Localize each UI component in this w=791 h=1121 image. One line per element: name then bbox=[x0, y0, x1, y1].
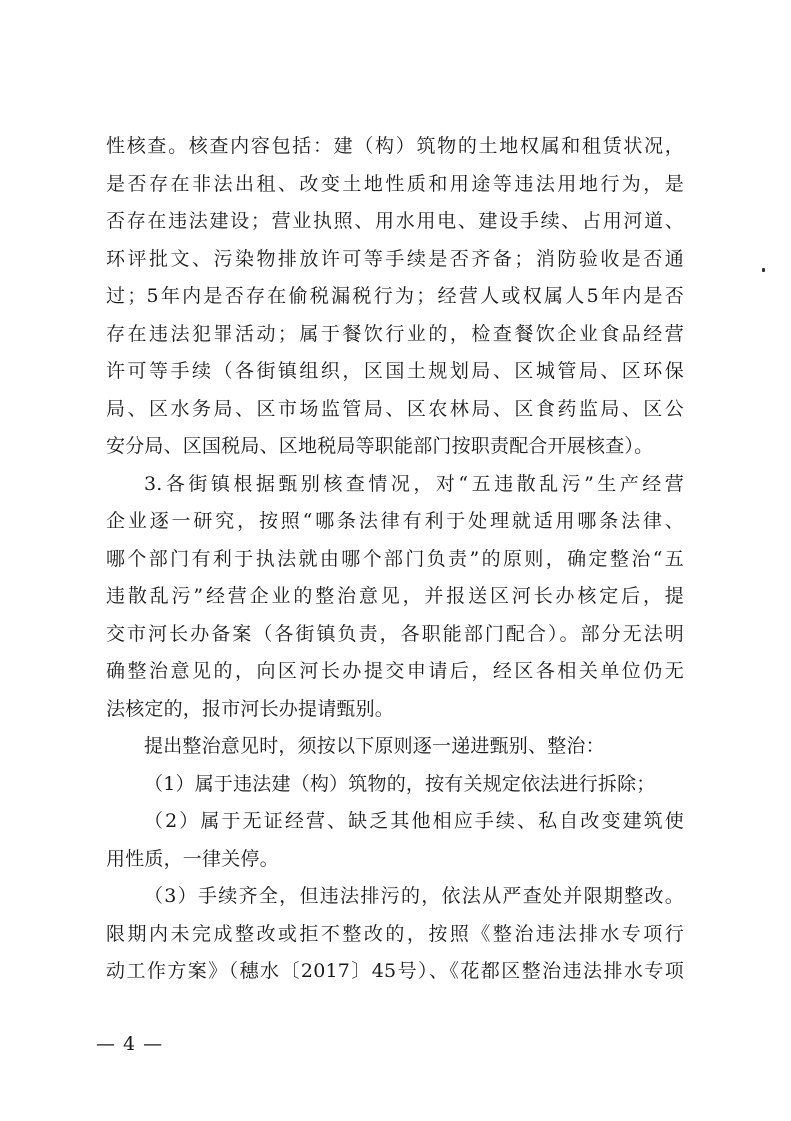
text-line: 是否存在非法出租、改变土地性质和用途等违法用地行为，是 bbox=[106, 172, 684, 195]
text-line: 许可等手续（各街镇组织，区国土规划局、区城管局、区环保 bbox=[106, 360, 684, 382]
text-line: 过；5年内是否存在偷税漏税行为；经营人或权属人5年内是否 bbox=[106, 285, 684, 307]
text-line: 企业逐一研究，按照“哪条法律有利于处理就适用哪条法律、 bbox=[106, 510, 684, 532]
list-item-line: （2）属于无证经营、缺乏其他相应手续、私自改变建筑使 bbox=[144, 810, 684, 832]
page-number: — 4 — bbox=[96, 1033, 164, 1055]
paragraph-start-line: 提出整治意见时，须按以下原则逐一递进甄别、整治： bbox=[144, 735, 605, 757]
text-line: 交市河长办备案（各街镇负责，各职能部门配合）。部分无法明 bbox=[106, 622, 684, 645]
text-line: 否存在违法建设；营业执照、用水用电、建设手续、占用河道、 bbox=[106, 210, 684, 232]
list-item-line: （3）手续齐全，但违法排污的，依法从严查处并限期整改。 bbox=[144, 885, 684, 907]
text-line: 存在违法犯罪活动；属于餐饮行业的，检查餐饮企业食品经营 bbox=[106, 322, 684, 345]
text-line: 违散乱污”经营企业的整治意见，并报送区河长办核定后，提 bbox=[106, 585, 684, 607]
text-line: 用性质，一律关停。 bbox=[106, 847, 279, 870]
text-line: 安分局、区国税局、区地税局等职能部门按职责配合开展核查）。 bbox=[106, 435, 654, 457]
text-line: 哪个部门有利于执法就由哪个部门负责”的原则，确定整治“五 bbox=[106, 547, 684, 570]
text-line: 局、区水务局、区市场监管局、区农林局、区食药监局、区公 bbox=[106, 397, 684, 420]
scan-speck bbox=[762, 268, 765, 272]
text-line: 动工作方案》（穗水〔2017〕45号）、《花都区整治违法排水专项 bbox=[106, 960, 684, 982]
body-text bbox=[106, 128, 684, 991]
text-line: 限期内未完成整改或拒不整改的，按照《整治违法排水专项行 bbox=[106, 922, 684, 945]
text-line: 环评批文、污染物排放许可等手续是否齐备；消防验收是否通 bbox=[106, 247, 684, 270]
text-line: 确整治意见的，向区河长办提交申请后，经区各相关单位仍无 bbox=[106, 660, 684, 682]
list-item-line: （1）属于违法建（构）筑物的，按有关规定依法进行拆除； bbox=[144, 772, 656, 795]
paragraph-start-line: 3.各街镇根据甄别核查情况，对“五违散乱污”生产经营 bbox=[144, 472, 684, 495]
text-line: 法核定的，报市河长办提请甄别。 bbox=[106, 697, 395, 720]
text-line: 性核查。核查内容包括：建（构）筑物的土地权属和租赁状况， bbox=[106, 135, 684, 157]
